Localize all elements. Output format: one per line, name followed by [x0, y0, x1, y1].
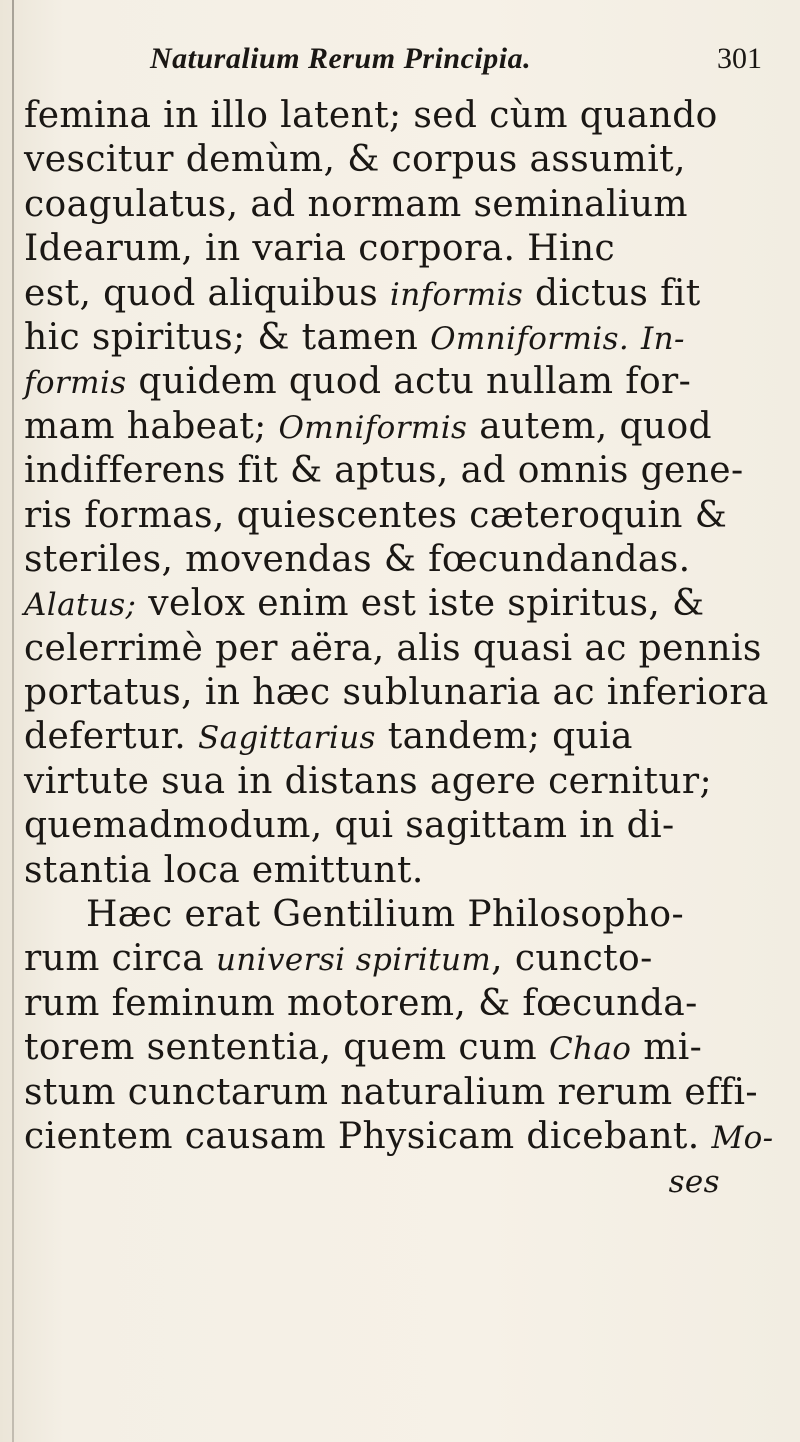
italic-text-run: Omniformis.	[430, 320, 630, 357]
italic-text-run: Alatus;	[24, 587, 137, 624]
body-text	[24, 94, 780, 1204]
text-run: rum circa	[24, 938, 216, 980]
text-run: coagulatus, ad normam seminalium	[24, 183, 688, 225]
text-run: virtute sua in distans agere cernitur;	[24, 760, 713, 802]
text-line	[24, 1115, 780, 1159]
text-run: femina in illo latent; sed cùm quando	[24, 95, 718, 136]
text-line	[24, 538, 780, 582]
text-line	[24, 1071, 780, 1115]
catchword-text: ses	[668, 1164, 720, 1201]
text-run: dictus fit	[523, 272, 701, 314]
text-line	[24, 937, 780, 981]
text-run: Idearum, in varia corpora. Hinc	[24, 228, 616, 270]
text-line	[24, 982, 780, 1026]
text-line	[24, 671, 780, 715]
text-run: portatus, in hæc sublunaria ac inferiora	[24, 672, 769, 714]
text-line	[24, 1026, 780, 1070]
italic-text-run: In-	[641, 320, 685, 357]
catchword	[24, 1159, 780, 1203]
text-run: quemadmodum, qui sagittam in di-	[24, 805, 675, 847]
text-run	[629, 317, 641, 358]
page-gutter-line	[12, 0, 14, 1442]
italic-text-run: Sagittarius	[197, 720, 376, 757]
text-run: steriles, movendas & fœcundandas.	[24, 538, 691, 580]
text-run: indifferens fit & aptus, ad omnis gene-	[24, 450, 744, 492]
running-head	[150, 42, 762, 86]
text-run: Hæc erat Gentilium Philosopho-	[86, 894, 685, 936]
text-run: est, quod aliquibus	[24, 272, 390, 314]
text-line	[24, 183, 780, 227]
text-run: mam habeat;	[24, 405, 279, 447]
text-run: mi-	[631, 1027, 703, 1069]
text-line	[24, 893, 780, 937]
text-run: , cuncto-	[491, 938, 653, 980]
text-run: stantia loca emittunt.	[24, 849, 424, 891]
text-line	[24, 849, 780, 893]
text-line	[24, 494, 780, 538]
text-line	[24, 715, 780, 759]
italic-text-run: Omniformis	[278, 409, 468, 446]
text-run: rum feminum motorem, & fœcunda-	[24, 982, 698, 1024]
text-run: torem sententia, quem cum	[24, 1027, 549, 1069]
text-line	[24, 138, 780, 182]
text-run: quidem quod actu nullam for-	[126, 361, 692, 403]
text-line	[24, 760, 780, 804]
text-run: defertur.	[24, 716, 198, 758]
italic-text-run: universi spiritum	[215, 942, 492, 979]
text-run: stum cunctarum naturalium rerum effi-	[24, 1071, 758, 1113]
text-line	[24, 94, 780, 138]
text-run: cientem causam Physicam dicebant.	[24, 1115, 712, 1157]
text-run: velox enim est iste spiritus, &	[136, 583, 705, 625]
text-line	[24, 405, 780, 449]
text-run: celerrimè per aëra, alis quasi ac pennis	[24, 627, 762, 669]
text-line	[24, 804, 780, 848]
text-line	[24, 316, 780, 360]
text-run: autem, quod	[467, 405, 712, 447]
text-run: tandem; quia	[375, 716, 633, 758]
text-line	[24, 227, 780, 271]
text-line	[24, 627, 780, 671]
italic-text-run: informis	[389, 276, 524, 313]
running-head-title: Naturalium Rerum Principia.	[150, 42, 532, 75]
italic-text-run: formis	[24, 365, 127, 402]
italic-text-run: Mo-	[711, 1119, 774, 1156]
text-run: vescitur demùm, & corpus assumit,	[24, 139, 686, 181]
page-number: 301	[717, 42, 762, 75]
text-run: ris formas, quiescentes cæteroquin &	[24, 494, 728, 536]
text-line	[24, 360, 780, 404]
text-line	[24, 582, 780, 626]
text-line	[24, 449, 780, 493]
text-line	[24, 272, 780, 316]
italic-text-run: Chao	[548, 1031, 632, 1068]
text-run: hic spiritus; & tamen	[24, 316, 431, 358]
